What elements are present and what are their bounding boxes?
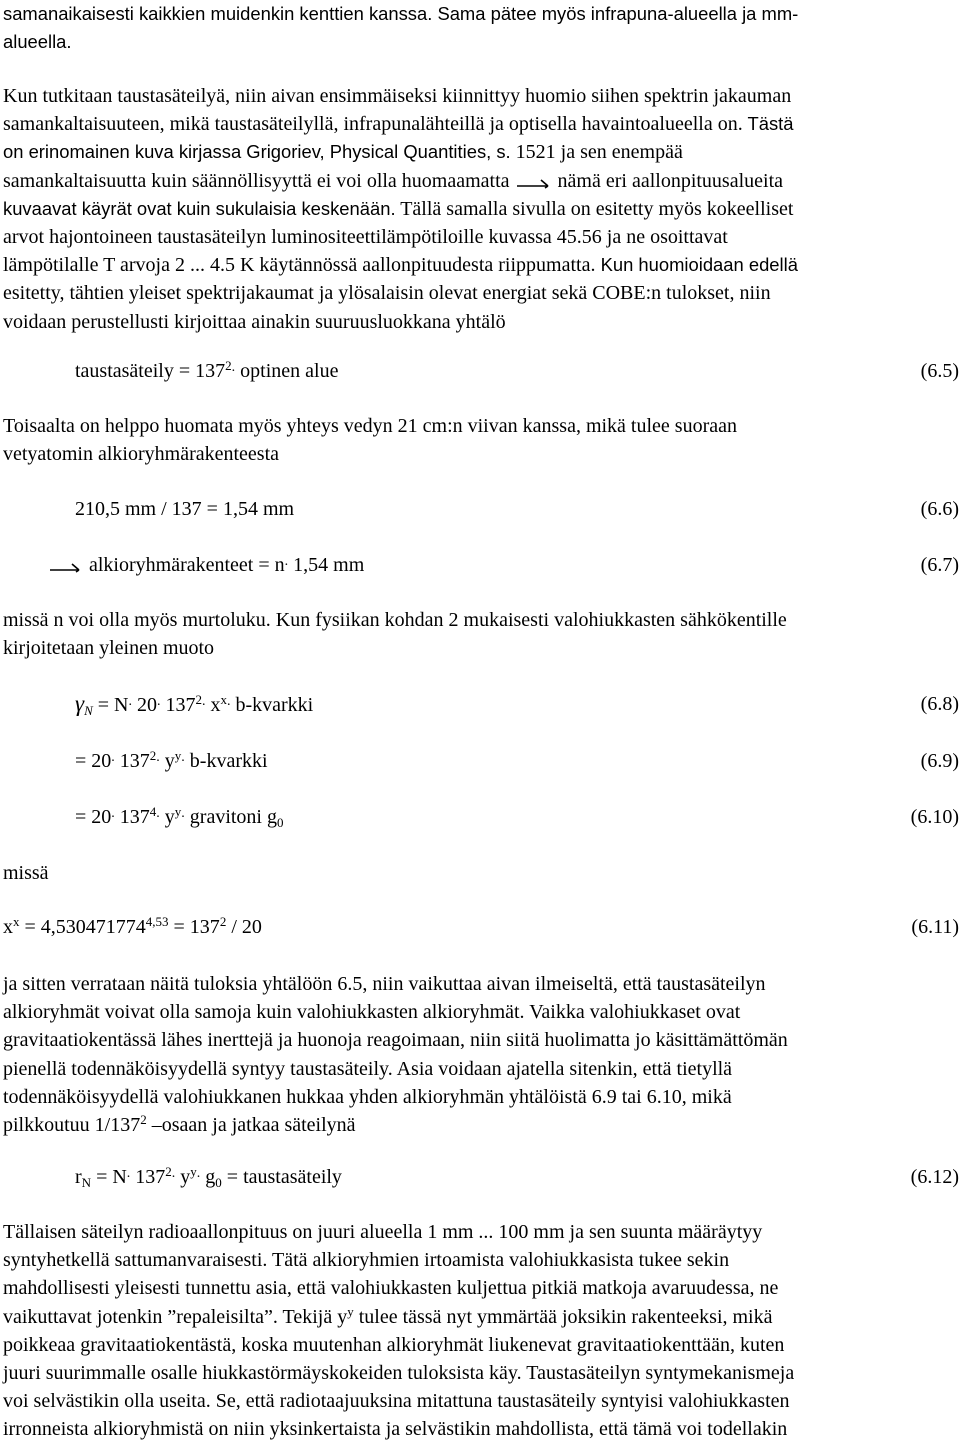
text-span: = N — [92, 694, 129, 716]
text-span: optinen alue — [235, 360, 339, 382]
equation-number: (6.7) — [920, 554, 959, 576]
equation-body — [3, 912, 262, 942]
text-line: poikkeaa gravitaatiokentästä, koska muutenhan alkioryhmät liukenevat gravitaatiokenttään, kuten — [3, 1333, 785, 1356]
superscript: 2 — [165, 1164, 172, 1179]
implies-arrow-icon — [515, 174, 553, 190]
text-span: 137 — [160, 694, 196, 716]
text-line: kirjoitetaan yleinen muoto — [3, 637, 215, 660]
multiply-dot: . — [171, 1166, 176, 1181]
text-span: b-kvarkki — [230, 694, 314, 716]
text-span: pilkkoutuu 1/137 — [3, 1113, 141, 1136]
multiply-dot: . — [126, 1166, 131, 1181]
superscript: 2 — [219, 914, 227, 929]
subscript: N — [84, 703, 93, 718]
text-line: missä n voi olla myös murtoluku. Kun fysiikan kohdan 2 mukaisesti valohiukkasten sähkökentille — [3, 609, 787, 631]
equation-6-10 — [75, 802, 959, 832]
text-span: x — [3, 916, 13, 938]
text-line: samanaikaisesti kaikkien muidenkin kenttien kanssa. Sama pätee myös infrapuna-alueella ja mm- — [3, 3, 799, 24]
superscript: 2 — [149, 748, 157, 763]
text-line — [3, 138, 958, 166]
equation-number: (6.5) — [920, 360, 959, 382]
equation-number: (6.12) — [910, 1166, 959, 1188]
paragraph-radio-wavelength — [3, 1218, 958, 1444]
text-line: syntyhetkellä sattumanvaraisesti. Tätä alkioryhmien irtoamista valohiukkasista tukee sekin — [3, 1249, 730, 1272]
paragraph-general-form — [3, 606, 958, 662]
implies-arrow-icon — [48, 558, 84, 574]
text-span: vaikuttavat jotenkin ”repaleisilta”. Tekijä y — [3, 1305, 348, 1328]
text-line: pienellä todennäköisyydellä syntyy taustasäteily. Asia voidaan ajatella sitenkin, että tietyllä — [3, 1057, 733, 1080]
superscript: y — [190, 1164, 197, 1179]
superscript: 2 — [225, 358, 232, 373]
multiply-dot: . — [156, 806, 160, 821]
paragraph-spectrum — [3, 82, 958, 336]
paragraph-hydrogen — [3, 412, 958, 468]
text-line: alueella. — [3, 31, 72, 53]
text-line: esitetty, tähtien yleiset spektrijakaumat ja ylösalaisin olevat energiat sekä COBE:n tulokset, niin — [3, 282, 771, 305]
text-line: mahdollisesti yleisesti tunnettu asia, että valohiukkasten kuljettua pitkiä matkoja avaruudessa, ne — [3, 1277, 779, 1300]
gamma-symbol: γ — [75, 691, 85, 716]
text-span: 137 — [130, 1166, 166, 1188]
text-line: todennäköisyydellä valohiukkanen hukkaa yhden alkioryhmän yhtälöistä 6.9 tai 6.10, mikä — [3, 1085, 732, 1108]
multiply-dot: . — [156, 694, 161, 709]
equation-number: (6.11) — [911, 916, 959, 938]
multiply-dot: . — [231, 360, 236, 375]
where-label — [3, 859, 958, 887]
text-span: samankaltaisuuteen, mikä taustasäteilyllä, infrapunalähteillä ja optisella havaintoalueella on. — [3, 113, 743, 136]
text-span: = 137 — [168, 916, 220, 938]
text-span: on erinomainen kuva kirjassa Grigoriev, Physical Quantities, s. — [3, 141, 511, 163]
text-line — [3, 195, 958, 223]
text-line — [3, 167, 958, 195]
multiply-dot: . — [111, 750, 115, 765]
text-line — [3, 251, 958, 279]
equation-number: (6.10) — [910, 806, 959, 828]
text-span: 20 — [131, 694, 157, 716]
text-line: vetyatomin alkioryhmärakenteesta — [3, 443, 280, 466]
text-span: x — [205, 694, 221, 716]
subscript: 0 — [277, 815, 284, 830]
text-line: Tällaisen säteilyn radioaallonpituus on juuri alueella 1 mm ... 100 mm ja sen suunta määräytyy — [3, 1221, 763, 1243]
equation-6-11 — [3, 912, 959, 942]
superscript: y — [347, 1303, 354, 1319]
equation-body — [75, 746, 268, 776]
text-line: ja sitten verrataan näitä tuloksia yhtälöön 6.5, niin vaikuttaa aivan ilmeiseltä, että taustasäteilyn — [3, 973, 766, 995]
text-span: samankaltaisuutta kuin säännöllisyyttä ei voi olla huomaamatta — [3, 169, 515, 192]
paragraph-intro — [3, 0, 958, 56]
superscript: y — [174, 804, 182, 819]
equation-6-12 — [75, 1162, 959, 1192]
text-line: alkioryhmät voivat olla samoja kuin valohiukkasten alkioryhmät. Vaikka valohiukkaset ovat — [3, 1001, 741, 1024]
multiply-dot: . — [181, 806, 185, 821]
text-line: Toisaalta on helppo huomata myös yhteys vedyn 21 cm:n viivan kanssa, mikä tulee suoraan — [3, 415, 737, 437]
text-span: 137 — [114, 806, 150, 828]
superscript: x — [220, 692, 227, 707]
text-span: nämä eri aallonpituusalueita — [552, 169, 784, 192]
equation-number: (6.8) — [920, 693, 959, 715]
equation-6-5 — [75, 356, 959, 386]
equation-body: 210,5 mm / 137 = 1,54 mm — [75, 498, 295, 520]
text-line: missä — [3, 862, 49, 884]
equation-body — [48, 550, 364, 580]
equation-number: (6.6) — [920, 498, 959, 520]
equation-6-6 — [75, 494, 959, 524]
text-line — [3, 1111, 958, 1139]
text-span: 137 — [114, 750, 150, 772]
superscript: 2 — [195, 692, 202, 707]
multiply-dot: . — [284, 554, 289, 569]
text-span: Tällä samalla sivulla on esitetty myös kokeelliset — [395, 197, 794, 220]
paragraph-comparison — [3, 970, 958, 1139]
text-span: g — [200, 1166, 216, 1188]
multiply-dot: . — [181, 750, 185, 765]
superscript: 2 — [140, 1111, 147, 1127]
text-line: Kun tutkitaan taustasäteilyä, niin aivan ensimmäiseksi kiinnittyy huomio siihen spektrin jakauman — [3, 85, 792, 107]
superscript: x — [13, 914, 20, 929]
equation-6-7 — [75, 550, 959, 580]
superscript: y — [174, 748, 182, 763]
text-span: –osaan ja jatkaa säteilynä — [146, 1113, 356, 1136]
equation-6-9 — [75, 746, 959, 776]
multiply-dot: . — [156, 750, 160, 765]
text-line: irronneista alkioryhmistä on niin yksinkertaista ja selvästikin mahdollista, että tämä voi todellakin — [3, 1418, 788, 1441]
text-span: = 4,530471774 — [19, 916, 146, 938]
text-span: tulee tässä nyt ymmärtää joksikin rakenteeksi, mikä — [353, 1305, 773, 1328]
equation-body — [75, 1162, 342, 1192]
text-span: = taustasäteily — [221, 1166, 342, 1188]
equation-6-8 — [75, 689, 959, 719]
equation-body — [75, 356, 338, 386]
multiply-dot: . — [201, 694, 206, 709]
superscript: 4,53 — [145, 914, 169, 929]
subscript: 0 — [215, 1175, 222, 1190]
text-span: y — [159, 806, 175, 828]
text-line: voi selvästikin olla useita. Se, että radiotaajuuksina mitattuna taustasäteily syntyisi valohiukkasten — [3, 1390, 790, 1413]
text-line: arvot hajontoineen taustasäteilyn luminositeettilämpötiloille kuvassa 45.56 ja ne osoittavat — [3, 225, 728, 248]
equation-body — [75, 689, 313, 720]
text-span: 1,54 mm — [288, 554, 365, 576]
text-line — [3, 110, 958, 138]
text-span: b-kvarkki — [184, 750, 268, 772]
text-span: taustasäteily = 137 — [75, 360, 226, 382]
text-span: lämpötilalle T arvoja 2 ... 4.5 K käytännössä aallonpituudesta riippumatta. — [3, 254, 596, 277]
text-span: kuvaavat käyrät ovat kuin sukulaisia keskenään. — [3, 197, 396, 219]
text-span: 1521 ja sen enempää — [510, 141, 683, 164]
text-span: alkioryhmärakenteet = n — [84, 554, 285, 576]
multiply-dot: . — [196, 1166, 201, 1181]
text-span: y — [159, 750, 175, 772]
text-span: r — [75, 1166, 82, 1188]
multiply-dot: . — [226, 694, 231, 709]
text-line: juuri suurimmalle osalle hiukkastörmäyskokeiden tuloksista käy. Taustasäteilyn syntymekanismeja — [3, 1361, 795, 1384]
text-span: = 20 — [75, 806, 112, 828]
text-span: Kun huomioidaan edellä — [595, 254, 798, 276]
text-span: = N — [91, 1166, 127, 1188]
multiply-dot: . — [128, 694, 132, 709]
text-line — [3, 1303, 958, 1331]
text-line: voidaan perustellusti kirjoittaa ainakin suuruusluokkana yhtälö — [3, 310, 506, 333]
multiply-dot: . — [111, 806, 115, 821]
superscript: 4 — [149, 804, 157, 819]
subscript: N — [81, 1175, 92, 1190]
equation-number: (6.9) — [920, 750, 959, 772]
text-span: y — [175, 1166, 191, 1188]
equation-body — [75, 802, 284, 832]
text-span: gravitoni g — [184, 806, 277, 828]
text-span: Tästä — [742, 113, 794, 135]
text-span: = 20 — [75, 750, 112, 772]
text-span: / 20 — [226, 916, 262, 938]
text-line: gravitaatiokentässä lähes inerttejä ja huonoja reagoimaan, niin siitä huolimatta jo käsittämättömän — [3, 1029, 788, 1052]
